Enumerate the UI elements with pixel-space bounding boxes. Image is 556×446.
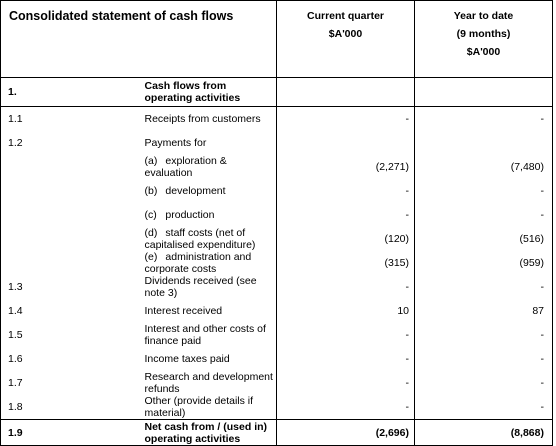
row-label: Interest and other costs of finance paid xyxy=(144,323,266,347)
row-description xyxy=(139,227,277,251)
row-label: Other (provide details if material) xyxy=(144,395,254,419)
total-quarter-value: (2,696) xyxy=(277,420,415,446)
row-label: staff costs (net of capitalised expenditure) xyxy=(144,227,256,251)
table-row xyxy=(1,251,553,275)
row-description xyxy=(139,323,277,347)
section-label: Cash flows from operating activities xyxy=(139,78,277,107)
total-ytd-value: (8,868) xyxy=(415,420,553,446)
row-number xyxy=(1,203,139,227)
row-description xyxy=(139,155,277,179)
total-label: Net cash from / (used in) operating activities xyxy=(139,420,277,446)
row-quarter-value: - xyxy=(277,323,415,347)
row-quarter-value: 10 xyxy=(277,299,415,323)
row-quarter-value: (2,271) xyxy=(277,155,415,179)
ytd-header-line2: (9 months) xyxy=(456,28,511,40)
row-description xyxy=(139,395,277,420)
row-label: Dividends received (see note 3) xyxy=(144,275,257,299)
row-label: Income taxes paid xyxy=(144,353,230,365)
row-ytd-value: - xyxy=(415,371,553,395)
row-label: Payments for xyxy=(144,137,207,149)
row-quarter-value: - xyxy=(277,371,415,395)
statement-rows xyxy=(1,107,553,420)
row-label: production xyxy=(165,209,215,221)
table-row xyxy=(1,179,553,203)
row-description xyxy=(139,371,277,395)
row-ytd-value: - xyxy=(415,203,553,227)
total-number: 1.9 xyxy=(1,420,139,446)
table-row xyxy=(1,371,553,395)
row-sub-letter: (e) xyxy=(144,251,158,263)
row-description xyxy=(139,107,277,132)
row-ytd-value: - xyxy=(415,179,553,203)
row-sub-letter: (a) xyxy=(144,155,158,167)
section-number: 1. xyxy=(1,78,139,107)
row-number: 1.7 xyxy=(1,371,139,395)
row-ytd-value: 87 xyxy=(415,299,553,323)
row-number: 1.6 xyxy=(1,347,139,371)
table-row xyxy=(1,275,553,299)
row-label: Receipts from customers xyxy=(144,113,261,125)
row-quarter-value: - xyxy=(277,107,415,132)
year-to-date-header xyxy=(415,1,553,78)
row-number: 1.3 xyxy=(1,275,139,299)
row-description xyxy=(139,347,277,371)
table-row xyxy=(1,131,553,155)
row-label: administration and corporate costs xyxy=(144,251,252,275)
row-quarter-value: (120) xyxy=(277,227,415,251)
row-quarter-value: - xyxy=(277,203,415,227)
table-header-row xyxy=(1,1,553,78)
current-quarter-header-line1: Current quarter xyxy=(306,10,384,22)
row-ytd-value: - xyxy=(415,107,553,132)
row-number xyxy=(1,179,139,203)
row-number: 1.5 xyxy=(1,323,139,347)
table-row xyxy=(1,323,553,347)
row-description xyxy=(139,131,277,155)
row-ytd-value: (516) xyxy=(415,227,553,251)
table-row xyxy=(1,227,553,251)
row-label: Research and development refunds xyxy=(144,371,273,395)
current-quarter-header xyxy=(277,1,415,78)
row-ytd-value: (7,480) xyxy=(415,155,553,179)
row-ytd-value: (959) xyxy=(415,251,553,275)
row-quarter-value xyxy=(277,131,415,155)
row-description xyxy=(139,179,277,203)
row-sub-letter: (b) xyxy=(144,185,158,197)
row-ytd-value xyxy=(415,131,553,155)
table-row xyxy=(1,203,553,227)
row-sub-letter: (d) xyxy=(144,227,158,239)
row-quarter-value: - xyxy=(277,347,415,371)
ytd-header-line3: $A'000 xyxy=(466,46,501,58)
section-quarter-cell xyxy=(277,78,415,107)
table-row xyxy=(1,299,553,323)
row-ytd-value: - xyxy=(415,275,553,299)
table-row xyxy=(1,107,553,132)
row-number: 1.1 xyxy=(1,107,139,132)
row-description xyxy=(139,251,277,275)
table-row xyxy=(1,395,553,420)
row-quarter-value: - xyxy=(277,275,415,299)
row-sub-letter: (c) xyxy=(144,209,157,221)
row-number xyxy=(1,251,139,275)
row-quarter-value: - xyxy=(277,179,415,203)
row-number xyxy=(1,155,139,179)
row-label: development xyxy=(165,185,226,197)
row-description xyxy=(139,299,277,323)
statement-title: Consolidated statement of cash flows xyxy=(1,1,277,78)
row-description xyxy=(139,275,277,299)
row-quarter-value: (315) xyxy=(277,251,415,275)
row-number xyxy=(1,227,139,251)
row-number: 1.2 xyxy=(1,131,139,155)
ytd-header-line1: Year to date xyxy=(453,10,514,22)
row-number: 1.4 xyxy=(1,299,139,323)
row-ytd-value: - xyxy=(415,323,553,347)
row-ytd-value: - xyxy=(415,347,553,371)
row-label: exploration & evaluation xyxy=(144,155,227,179)
total-row xyxy=(1,420,553,446)
section-row xyxy=(1,78,553,107)
row-label: Interest received xyxy=(144,305,223,317)
current-quarter-header-line2: $A'000 xyxy=(328,28,363,40)
row-ytd-value: - xyxy=(415,395,553,420)
table-row xyxy=(1,347,553,371)
table-row xyxy=(1,155,553,179)
row-number: 1.8 xyxy=(1,395,139,420)
row-quarter-value: - xyxy=(277,395,415,420)
section-ytd-cell xyxy=(415,78,553,107)
row-description xyxy=(139,203,277,227)
